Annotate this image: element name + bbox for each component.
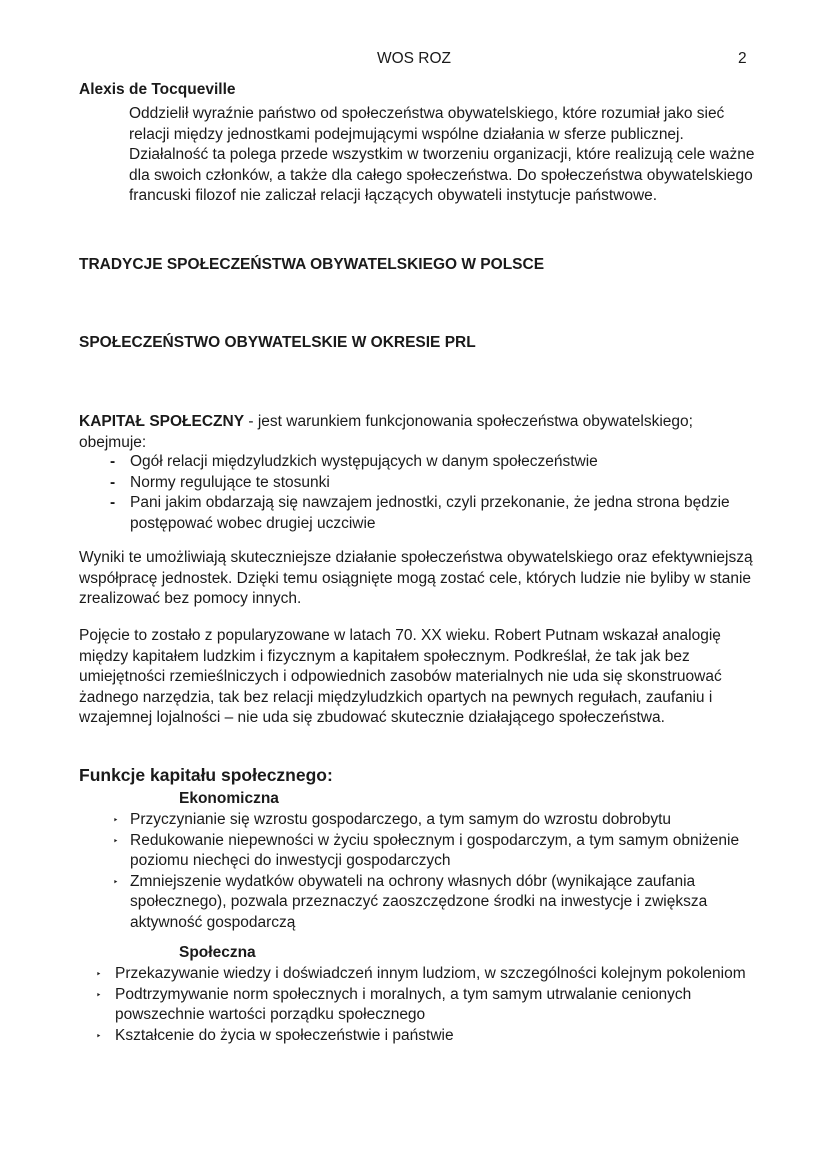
kapital-paragraph-2: Pojęcie to zostało z popularyzowane w latach 70. XX wieku. Robert Putnam wskazał analogię między kapitałem ludzkim i fizycznym a kapitałem społecznym. Podkreślał, że tak jak bez umiejętności rzemieślniczych i odpowiednich zasobów materialnych nie uda się skonstruować żadnego narzędzia, tak bez relacji międzyludzkich opartych na pewnych regułach, zaufaniu i wzajemnej lojalności – nie uda się zbudować skutecznie działającego społeczeństwa. <box>79 627 722 726</box>
triangle-bullet-icon: ‣ <box>113 815 119 825</box>
kapital-term: KAPITAŁ SPOŁECZNY <box>79 413 245 430</box>
dash-bullet: - <box>110 473 116 491</box>
list-item: ‣ Redukowanie niepewności w życiu społecznym i gospodarczym, a tym samym obniżenie poziomu niechęci do inwestycji gospodarczych <box>113 831 740 869</box>
ekonomiczna-heading: Ekonomiczna <box>179 790 279 807</box>
dash-bullet: - <box>110 453 116 470</box>
triangle-bullet-icon: ‣ <box>96 969 102 979</box>
triangle-bullet-icon: ‣ <box>96 989 102 1000</box>
list-item: ‣ Przyczynianie się wzrostu gospodarczego, a tym samym do wzrostu dobrobytu <box>113 810 763 831</box>
dash-bullet: - <box>110 494 116 511</box>
spoleczna-list <box>96 964 761 1046</box>
list-item: - Normy regulujące te stosunki <box>110 473 760 494</box>
list-item: ‣ Podtrzymywanie norm społecznych i moralnych, a tym samym utrwalanie cenionych powszechnie wartości porządku społecznego <box>96 985 692 1023</box>
heading-tradycje: TRADYCJE SPOŁECZEŃSTWA OBYWATELSKIEGO W POLSCE <box>79 256 545 273</box>
funkcje-heading: Funkcje kapitału społecznego: <box>79 765 333 785</box>
list-item: ‣ Przekazywanie wiedzy i doświadczeń innym ludziom, w szczególności kolejnym pokoleniom <box>96 964 761 985</box>
spoleczna-heading: Społeczna <box>179 944 256 961</box>
heading-prl: SPOŁECZEŃSTWO OBYWATELSKIE W OKRESIE PRL <box>79 334 476 351</box>
triangle-bullet-icon: ‣ <box>113 876 119 887</box>
kapital-definition-text: - jest warunkiem funkcjonowania społeczeństwa obywatelskiego; obejmuje: <box>79 413 693 451</box>
kapital-paragraph-1: Wyniki te umożliwiają skuteczniejsze działanie społeczeństwa obywatelskiego oraz efektywniejszą współpracę jednostek. Dzięki temu osiągnięte mogą zostać cele, których ludzie nie byliby w stanie zrealizować bez pomocy innych. <box>79 549 753 607</box>
triangle-bullet-icon: ‣ <box>96 1030 102 1041</box>
list-item: - Ogół relacji międzyludzkich występujących w danym społeczeństwie <box>110 452 760 473</box>
kapital-definition <box>79 412 759 453</box>
page-number: 2 <box>738 50 747 67</box>
header-title: WOS ROZ <box>376 50 452 67</box>
list-item: ‣ Kształcenie do życia w społeczeństwie i państwie <box>96 1026 761 1047</box>
list-item: - Pani jakim obdarzają się nawzajem jednostki, czyli przekonanie, że jedna strona będzie postępować wobec drugiej uczciwie <box>110 494 730 532</box>
triangle-bullet-icon: ‣ <box>113 835 119 846</box>
list-item: ‣ Zmniejszenie wydatków obywateli na ochrony własnych dóbr (wynikające zaufania społecznego), pozwala przeznaczyć zaoszczędzone środki na inwestycje i zwiększa aktywność gospodarczą <box>113 872 708 931</box>
kapital-list <box>110 452 760 534</box>
tocqueville-heading: Alexis de Tocqueville <box>79 81 236 98</box>
ekonomiczna-list <box>113 810 763 933</box>
tocqueville-paragraph: Oddzielił wyraźnie państwo od społeczeństwa obywatelskiego, które rozumiał jako sieć relacji między jednostkami podejmującymi wspólne działania w sferze publicznej. Działalność ta polega przede wszystkim w tworzeniu organizacji, które realizują cele ważne dla swoich członków, a także dla całego społeczeństwa. Do społeczeństwa obywatelskiego francuski filozof nie zaliczał relacji łączących obywateli instytucje państwowe. <box>129 105 755 204</box>
